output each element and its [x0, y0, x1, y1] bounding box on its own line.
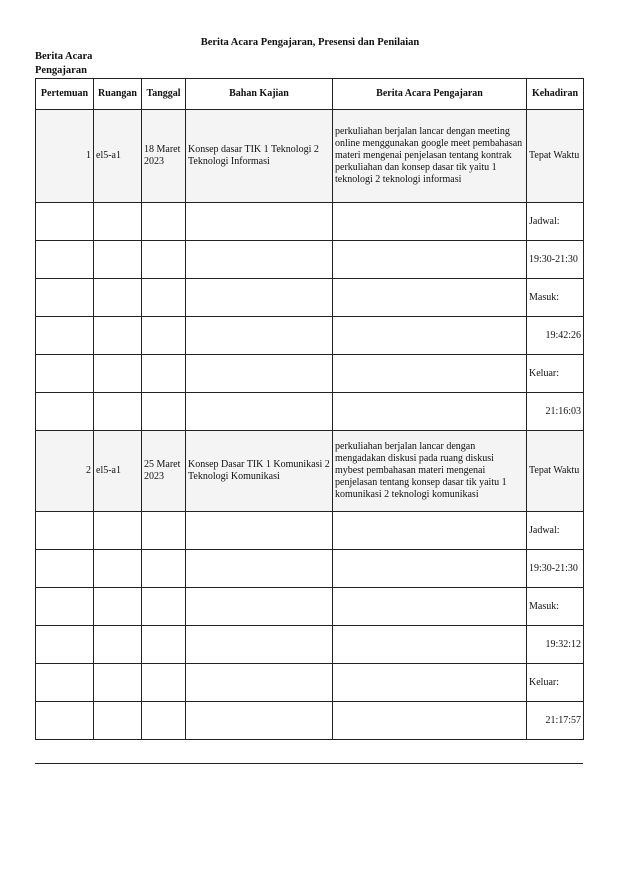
table-row	[36, 203, 584, 241]
table-row	[36, 702, 584, 740]
keluar-value: 21:17:57	[527, 702, 584, 740]
document-title: Berita Acara Pengajaran, Presensi dan Penilaian	[200, 37, 420, 48]
cell-pertemuan: 1	[36, 110, 94, 203]
cell-bahan-kajian: Konsep Dasar TIK 1 Komunikasi 2 Teknologi Komunikasi	[186, 431, 333, 512]
cell-kehadiran: Tepat Waktu	[527, 110, 584, 203]
header-kehadiran: Kehadiran	[527, 79, 584, 110]
cell-tanggal: 25 Maret 2023	[142, 431, 186, 512]
cell-pertemuan: 2	[36, 431, 94, 512]
cell-berita-acara: perkuliahan berjalan lancar dengan meeting online menggunakan google meet pembahasan materi mengenai penjelasan tentang kontrak perkuliahan dan konsep dasar tik yaitu 1 teknologi 2 teknologi informasi	[333, 110, 527, 203]
table-row	[36, 588, 584, 626]
masuk-label: Masuk:	[527, 279, 584, 317]
table-row	[36, 512, 584, 550]
table-row	[36, 355, 584, 393]
berita-acara-table	[35, 78, 584, 740]
jadwal-value: 19:30-21:30	[527, 241, 584, 279]
cell-ruangan: el5-a1	[94, 110, 142, 203]
header-ruangan: Ruangan	[94, 79, 142, 110]
jadwal-label: Jadwal:	[527, 512, 584, 550]
cell-berita-acara: perkuliahan berjalan lancar dengan mengadakan diskusi pada ruang diskusi mybest pembahasan materi mengenai penjelasan tentang konsep dasar tik yaitu 1 komunikasi 2 teknologi komunikasi	[333, 431, 527, 512]
masuk-value: 19:42:26	[527, 317, 584, 355]
cell-tanggal: 18 Maret 2023	[142, 110, 186, 203]
header-pertemuan: Pertemuan	[36, 79, 94, 110]
table-row	[36, 550, 584, 588]
table-row	[36, 431, 584, 512]
table-row	[36, 279, 584, 317]
table-bottom-border	[35, 763, 583, 764]
keluar-label: Keluar:	[527, 664, 584, 702]
cell-bahan-kajian: Konsep dasar TIK 1 Teknologi 2 Teknologi Informasi	[186, 110, 333, 203]
table-row	[36, 241, 584, 279]
jadwal-label: Jadwal:	[527, 203, 584, 241]
section-title: Berita Acara Pengajaran	[35, 51, 93, 76]
masuk-value: 19:32:12	[527, 626, 584, 664]
jadwal-value: 19:30-21:30	[527, 550, 584, 588]
table-row	[36, 393, 584, 431]
table-row	[36, 664, 584, 702]
cell-ruangan: el5-a1	[94, 431, 142, 512]
header-bahan-kajian: Bahan Kajian	[186, 79, 333, 110]
masuk-label: Masuk:	[527, 588, 584, 626]
table-header-row	[36, 79, 584, 110]
table-row	[36, 110, 584, 203]
table-row	[36, 626, 584, 664]
cell-kehadiran: Tepat Waktu	[527, 431, 584, 512]
table-row	[36, 317, 584, 355]
keluar-label: Keluar:	[527, 355, 584, 393]
header-tanggal: Tanggal	[142, 79, 186, 110]
keluar-value: 21:16:03	[527, 393, 584, 431]
header-berita-acara: Berita Acara Pengajaran	[333, 79, 527, 110]
